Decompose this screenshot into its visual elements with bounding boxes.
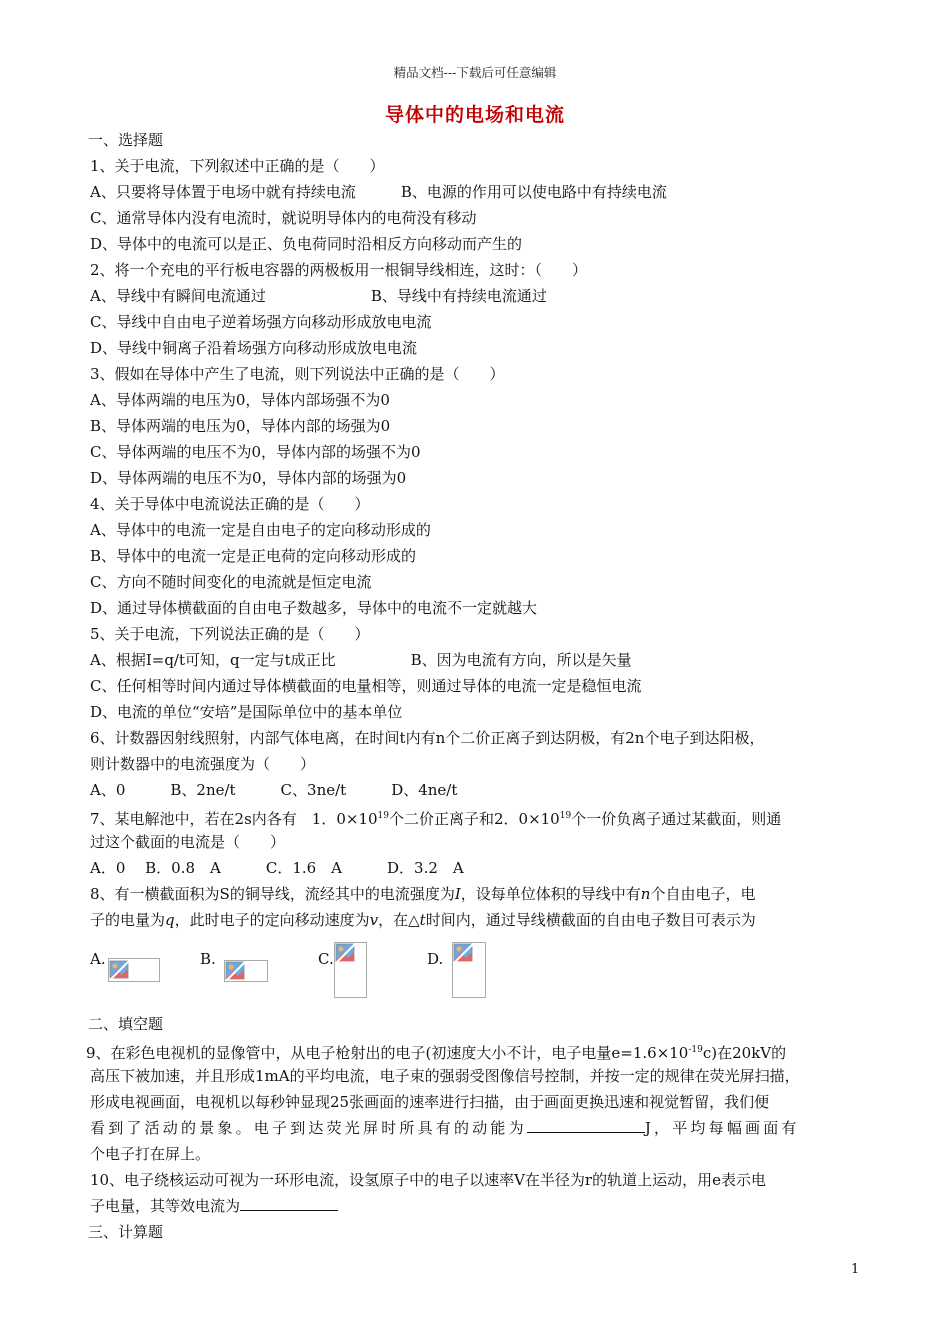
question-5-option-d: D、电流的单位“安培”是国际单位中的基本单位 <box>90 703 403 721</box>
question-8 <box>90 884 755 904</box>
q9-text: J，平均每幅画面有 <box>644 1119 800 1137</box>
question-4-option-d: D、通过导体横截面的自由电子数越多，导体中的电流不一定就越大 <box>90 599 538 617</box>
question-4-option-a: A、导体中的电流一定是自由电子的定向移动形成的 <box>90 521 431 539</box>
question-2-option-d: D、导线中铜离子沿着场强方向移动形成放电电流 <box>90 339 418 357</box>
answer-blank[interactable] <box>240 1196 338 1211</box>
question-1: 1、关于电流，下列叙述中正确的是（ ） <box>90 157 385 175</box>
question-2-options-ab: A、导线中有瞬间电流通过 B、导线中有持续电流通过 <box>90 287 547 305</box>
broken-image-icon <box>108 958 160 982</box>
q8-text: ，此时电子的定向移动速度为 <box>174 911 370 929</box>
question-4-option-c: C、方向不随时间变化的电流就是恒定电流 <box>90 573 372 591</box>
question-9-line-4 <box>90 1118 800 1138</box>
broken-image-icon <box>334 942 367 998</box>
question-4-option-b: B、导体中的电流一定是正电荷的定向移动形成的 <box>90 547 417 565</box>
question-10: 10、电子绕核运动可视为一环形电流，设氢原子中的电子以速率V在半径为r的轨道上运动，用e表示电 <box>90 1171 766 1189</box>
section-heading: 一、选择题 <box>88 131 164 149</box>
question-5: 5、关于电流，下列说法正确的是（ ） <box>90 625 370 643</box>
q7-exponent-2: 19 <box>559 811 572 821</box>
q7-text-c: 个一价负离子通过某截面，则通 <box>571 810 782 828</box>
answer-blank[interactable] <box>527 1118 645 1133</box>
question-6-line-2: 则计数器中的电流强度为（ ） <box>90 755 316 773</box>
page-number: 1 <box>851 1262 860 1277</box>
question-3-option-d: D、导体两端的电压不为0，导体内部的场强为0 <box>90 469 407 487</box>
broken-image-icon <box>224 960 268 982</box>
question-3-option-a: A、导体两端的电压为0，导体内部场强不为0 <box>90 391 390 409</box>
question-9 <box>86 1040 786 1063</box>
q8-text: 时间内，通过导线横截面的自由电子数目可表示为 <box>425 911 756 929</box>
q7-text-b: 个二价正离子和2．0×10 <box>388 810 560 828</box>
section-heading: 二、填空题 <box>88 1015 164 1033</box>
q8-text: 个自由电子，电 <box>650 885 756 903</box>
question-7-options: A．0 B．0.8 A C．1.6 A D．3.2 A <box>90 859 464 877</box>
q8-var-n: n <box>640 885 651 903</box>
question-9-line-3: 形成电视画面，电视机以每秒钟显现25张画面的速率进行扫描，由于画面更换迅速和视觉暂留，我们便 <box>90 1093 770 1111</box>
q8-choice-a-label: A. <box>90 950 106 968</box>
q9-text: 9、在彩色电视机的显像管中，从电子枪射出的电子(初速度大小不计，电子电量e=1.6×10 <box>86 1044 689 1062</box>
question-7-line-2: 过这个截面的电流是（ ） <box>90 833 286 851</box>
question-9-line-2: 高压下被加速，并且形成1mA的平均电流，电子束的强弱受图像信号控制，并按一定的规律在荧光屏扫描， <box>90 1067 800 1085</box>
question-2: 2、将一个充电的平行板电容器的两极板用一根铜导线相连，这时：（ ） <box>90 261 588 279</box>
question-3-option-c: C、导体两端的电压不为0，导体内部的场强不为0 <box>90 443 421 461</box>
question-2-option-c: C、导线中自由电子逆着场强方向移动形成放电电流 <box>90 313 432 331</box>
q10-text: 子电量，其等效电流为 <box>90 1197 241 1215</box>
question-9-line-5: 个电子打在屏上。 <box>90 1145 211 1163</box>
q8-choice-b-label: B. <box>200 950 216 968</box>
q8-var-q: q <box>165 911 175 929</box>
question-1-options-ab: A、只要将导体置于电场中就有持续电流 B、电源的作用可以使电路中有持续电流 <box>90 183 667 201</box>
q8-text: ，设每单位体积的导线中有 <box>460 885 641 903</box>
document-title: 导体中的电场和电流 <box>384 104 565 126</box>
q8-text: 子的电量为 <box>90 911 166 929</box>
q8-choice-d-label: D. <box>427 950 444 968</box>
question-6: 6、计数器因射线照射，内部气体电离，在时间t内有n个二价正离子到达阴极，有2n个电子到达阳极， <box>90 729 765 747</box>
page-header: 精品文档---下载后可任意编辑 <box>393 65 557 80</box>
question-4: 4、关于导体中电流说法正确的是（ ） <box>90 495 370 513</box>
section-heading: 三、计算题 <box>88 1223 164 1241</box>
question-3: 3、假如在导体中产生了电流，则下列说法中正确的是（ ） <box>90 365 505 383</box>
q9-text: 看到了活动的景象。电子到达荧光屏时所具有的动能为 <box>90 1119 527 1137</box>
question-8-line-2 <box>90 910 756 930</box>
q9-exponent: -19 <box>688 1045 703 1055</box>
q7-exponent-1: 19 <box>377 811 389 821</box>
q8-text: 8、有一横截面积为S的铜导线，流经其中的电流强度为 <box>90 885 455 903</box>
question-1-option-c: C、通常导体内没有电流时，就说明导体内的电荷没有移动 <box>90 209 477 227</box>
q8-var-i: I <box>454 885 461 903</box>
q9-text: c)在20kV的 <box>702 1044 787 1062</box>
question-7 <box>90 806 781 829</box>
question-6-options: A、0 B、2ne/t C、3ne/t D、4ne/t <box>90 781 458 799</box>
q8-var-t: t <box>419 911 426 929</box>
broken-image-icon <box>452 942 486 998</box>
q7-text-a: 7、某电解池中，若在2s内各有 1．0×10 <box>90 810 378 828</box>
q8-choice-c-label: C. <box>318 950 334 968</box>
question-10-line-2 <box>90 1196 338 1216</box>
question-5-option-c: C、任何相等时间内通过导体横截面的电量相等，则通过导体的电流一定是稳恒电流 <box>90 677 642 695</box>
question-3-option-b: B、导体两端的电压为0，导体内部的场强为0 <box>90 417 391 435</box>
q8-text: ，在△ <box>378 911 420 929</box>
q8-var-v: v <box>369 911 379 929</box>
question-1-option-d: D、导体中的电流可以是正、负电荷同时沿相反方向移动而产生的 <box>90 235 523 253</box>
question-5-options-ab: A、根据I=q/t可知，q一定与t成正比 B、因为电流有方向，所以是矢量 <box>90 651 632 669</box>
